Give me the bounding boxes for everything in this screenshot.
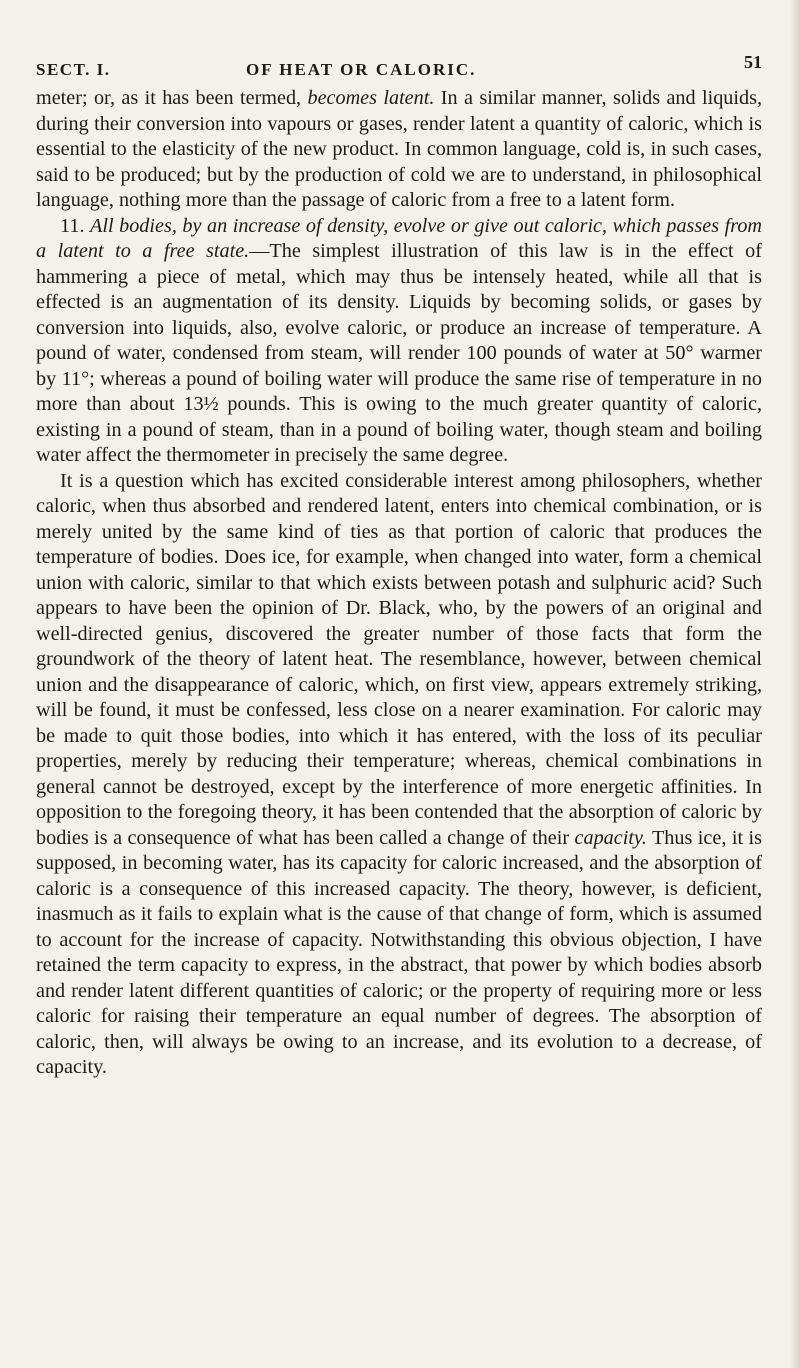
- p3-run-2-italic: capacity.: [574, 826, 647, 849]
- paragraph-3: [36, 469, 762, 1081]
- paragraph-2: [36, 214, 762, 469]
- book-page: [36, 52, 762, 1342]
- p2-run-1: 11.: [60, 214, 91, 237]
- running-title: OF HEAT OR CALORIC.: [246, 60, 477, 79]
- p1-run-2-italic: becomes latent.: [307, 87, 435, 109]
- p1-run-1: meter; or, as it has been termed,: [36, 87, 308, 109]
- p2-run-2-italic: All bodies, by an increase of density, evolve or give out caloric, which passes from a latent to a free state.: [36, 214, 762, 262]
- page-edge-shadow: [790, 0, 800, 1368]
- paragraph-1: [36, 86, 762, 214]
- p3-run-1: It is a question which has excited considerable interest among philosophers, whether caloric, when thus absorbed and rendered latent, enters into chemical combination, or is merely united by the same kind of ties as that portion of caloric that produces the temperature of bodies. Does ice, for example, when changed into water, form a chemical union with caloric, similar to that which exists between potash and sulphuric acid? Such appears to have been the opinion of Dr. Black, who, by the powers of an original and well-directed genius, discovered the greater number of those facts that form the groundwork of the theory of latent heat. The resemblance, however, between chemical union and the disappearance of caloric, which, on first view, appears extremely striking, will be found, it must be confessed, less close on a nearer examination. For caloric may be made to quit those bodies, into which it has entered, with the loss of its peculiar properties, merely by reducing their temperature; whereas, chemical combinations in general cannot be destroyed, except by the interference of more energetic affinities. In opposition to the foregoing theory, it has been contended that the absorption of caloric by bodies is a consequence of what has been called a change of their: [36, 469, 762, 849]
- p3-run-3: Thus ice, it is supposed, in becoming water, has its capacity for caloric increased, and the absorption of caloric is a consequence of this increased capacity. The theory, however, is deficient, inasmuch as it fails to explain what is the cause of that change of form, which is assumed to account for the increase of capacity. Notwithstanding this obvious objection, I have retained the term capacity to express, in the abstract, that power by which bodies absorb and render latent different quantities of caloric; or the property of requiring more or less caloric for raising their temperature an equal number of degrees. The absorption of caloric, then, will always be owing to an increase, and its evolution to a decrease, of capacity.: [36, 826, 762, 1078]
- body-text: [36, 86, 762, 1081]
- p2-run-3: —The simplest illustration of this law is in the effect of hammering a piece of metal, which may thus be intensely heated, while all that is effected is an augmentation of its density. Liquids by becoming solids, or gases by conversion into liquids, also, evolve caloric, or produce an increase of temperature. A pound of water, condensed from steam, will render 100 pounds of water at 50° warmer by 11°; whereas a pound of boiling water will produce the same rise of temperature in no more than about 13½ pounds. This is owing to the much greater quantity of caloric, existing in a pound of steam, than in a pound of boiling water, though steam and boiling water affect the thermometer in precisely the same degree.: [36, 240, 762, 466]
- running-header: [36, 52, 762, 82]
- p1-run-3: In a similar manner, solids and liquids, during their conversion into vapours or gases, render latent a quantity of caloric, which is essential to the elasticity of the new product. In common language, cold is, in such cases, said to be produced; but by the production of cold we are to understand, in philosophical language, nothing more than the passage of caloric from a free to a latent form.: [36, 87, 762, 211]
- page-number: 51: [744, 52, 762, 72]
- section-label: SECT. I.: [36, 60, 111, 79]
